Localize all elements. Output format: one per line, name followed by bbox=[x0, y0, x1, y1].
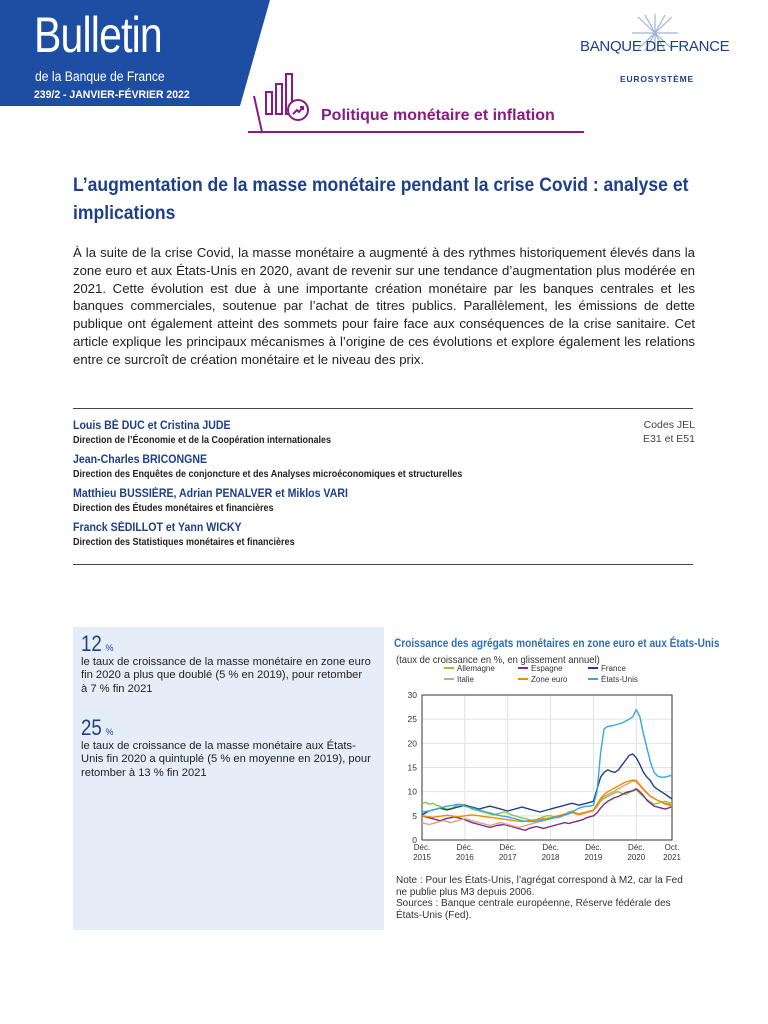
issue-number: 239/2 - JANVIER-FÉVRIER 2022 bbox=[34, 89, 190, 101]
chart-title: Croissance des agrégats monétaires en zone euro et aux États-Unis bbox=[394, 636, 720, 650]
author-direction: Direction des Statistiques monétaires et financières bbox=[73, 537, 295, 548]
jel-values: E31 et E51 bbox=[643, 432, 695, 445]
x-tick-label-year: 2018 bbox=[541, 853, 560, 862]
chart-panel bbox=[374, 627, 720, 930]
y-tick-label: 15 bbox=[407, 762, 417, 773]
x-tick-label-month: Déc. bbox=[585, 843, 602, 852]
authors-list bbox=[73, 419, 613, 555]
divider-bottom bbox=[73, 564, 693, 565]
x-tick-label-year: 2020 bbox=[627, 853, 646, 862]
y-tick-label: 30 bbox=[407, 690, 417, 700]
author-names: Matthieu BUSSIÈRE, Adrian PENALVER et Miklos VARI bbox=[73, 488, 348, 500]
legend-label: France bbox=[601, 665, 626, 673]
key-figure bbox=[81, 633, 371, 696]
chart-growth-icon bbox=[252, 70, 316, 132]
author-entry bbox=[73, 453, 613, 481]
y-tick-label: 25 bbox=[407, 714, 417, 725]
legend-label: Italie bbox=[457, 675, 474, 684]
key-figure-text: le taux de croissance de la masse monétaire en zone euro fin 2020 a plus que doublé (5 % en 2019), pour retomber à 7 % fin 2021 bbox=[81, 656, 371, 695]
y-tick-label: 10 bbox=[407, 786, 417, 797]
y-tick-label: 0 bbox=[412, 835, 417, 845]
bulletin-title: Bulletin bbox=[34, 7, 162, 63]
jel-codes bbox=[643, 419, 695, 446]
banque-de-france-logo[interactable] bbox=[580, 18, 740, 88]
x-tick-label-month: Déc. bbox=[456, 843, 474, 852]
x-tick-label-month: Déc. bbox=[628, 843, 645, 852]
x-tick-label-month: Déc. bbox=[499, 843, 516, 852]
key-figure-number: 12 bbox=[81, 631, 102, 656]
jel-label: Codes JEL bbox=[643, 419, 695, 431]
x-tick-label-month: Oct. bbox=[664, 843, 680, 852]
legend-label: Allemagne bbox=[457, 665, 495, 673]
legend-label: Espagne bbox=[531, 665, 563, 673]
topic-underline bbox=[248, 131, 584, 133]
author-names: Louis BÉ DUC et Cristina JUDE bbox=[73, 420, 231, 432]
logo-eurosysteme: EUROSYSTÈME bbox=[620, 74, 694, 84]
series-line-france bbox=[422, 754, 672, 815]
legend-label: États-Unis bbox=[601, 675, 638, 684]
x-tick-label-year: 2021 bbox=[663, 853, 681, 862]
author-direction: Direction des Études monétaires et financières bbox=[73, 503, 274, 514]
x-tick-label-year: 2016 bbox=[455, 853, 474, 862]
x-tick-label-year: 2017 bbox=[498, 853, 517, 862]
x-tick-label-month: Déc. bbox=[413, 843, 431, 852]
topic-label[interactable]: Politique monétaire et inflation bbox=[321, 107, 555, 124]
y-tick-label: 20 bbox=[407, 738, 417, 749]
y-tick-label: 5 bbox=[412, 810, 417, 821]
x-tick-label-month: Déc. bbox=[542, 843, 559, 852]
article-abstract: À la suite de la crise Covid, la masse monétaire a augmenté à des rythmes historiquement élevés dans la zone euro et aux États-Unis en 2020, avant de revenir sur une tendance d’augmentation plus modérée en 2021. Cette évolution est due à une importante création monétaire par les banques centrales et les banques commerciales, soutenue par l’achat de titres publics. Parallèlement, les émissions de dette publique ont également atteint des sommets pour faire face aux conséquences de la crise sanitaire. Cet article explique les principaux mécanismes à l’origine de ces évolutions et explore également les relations entre ce surcroît de création monétaire et le niveau des prix. bbox=[73, 245, 695, 367]
legend-label: Zone euro bbox=[531, 675, 568, 684]
author-entry bbox=[73, 521, 613, 549]
divider-top bbox=[73, 408, 693, 409]
x-tick-label-year: 2019 bbox=[584, 853, 603, 862]
chart-note bbox=[396, 875, 686, 921]
author-direction: Direction de l’Économie et de la Coopération internationales bbox=[73, 435, 332, 446]
key-figure bbox=[81, 717, 371, 780]
series-line--tats-unis bbox=[422, 710, 672, 822]
author-names: Franck SÉDILLOT et Yann WICKY bbox=[73, 522, 242, 534]
article-title: L’augmentation de la masse monétaire pendant la crise Covid : analyse et implications bbox=[73, 174, 689, 224]
bulletin-subtitle: de la Banque de France bbox=[35, 69, 165, 84]
key-figure-unit: % bbox=[105, 727, 114, 737]
key-figure-text: le taux de croissance de la masse monétaire aux États-Unis fin 2020 a quintuplé (5 % en moyenne en 2019), pour retomber à 13 % fin 2021 bbox=[81, 740, 371, 779]
x-tick-label-year: 2015 bbox=[413, 853, 431, 862]
chart-note-text: Note : Pour les États-Unis, l’agrégat correspond à M2, car la Fed ne publie plus M3 depuis 2006. bbox=[396, 875, 683, 898]
chart-subtitle: (taux de croissance en %, en glissement annuel) bbox=[396, 654, 600, 666]
key-figure-unit: % bbox=[105, 643, 114, 653]
author-names: Jean-Charles BRICONGNE bbox=[73, 454, 208, 466]
key-figures-box bbox=[73, 627, 720, 930]
key-figure-number: 25 bbox=[81, 715, 102, 740]
logo-name: BANQUE DE FRANCE bbox=[580, 38, 730, 55]
author-direction: Direction des Enquêtes de conjoncture et des Analyses microéconomiques et structurelles bbox=[73, 469, 463, 480]
bulletin-header-band bbox=[0, 0, 270, 106]
author-entry bbox=[73, 487, 613, 515]
chart-sources: Sources : Banque centrale européenne, Réserve fédérale des États-Unis (Fed). bbox=[396, 898, 671, 921]
money-growth-chart bbox=[384, 665, 693, 875]
author-entry bbox=[73, 419, 613, 447]
